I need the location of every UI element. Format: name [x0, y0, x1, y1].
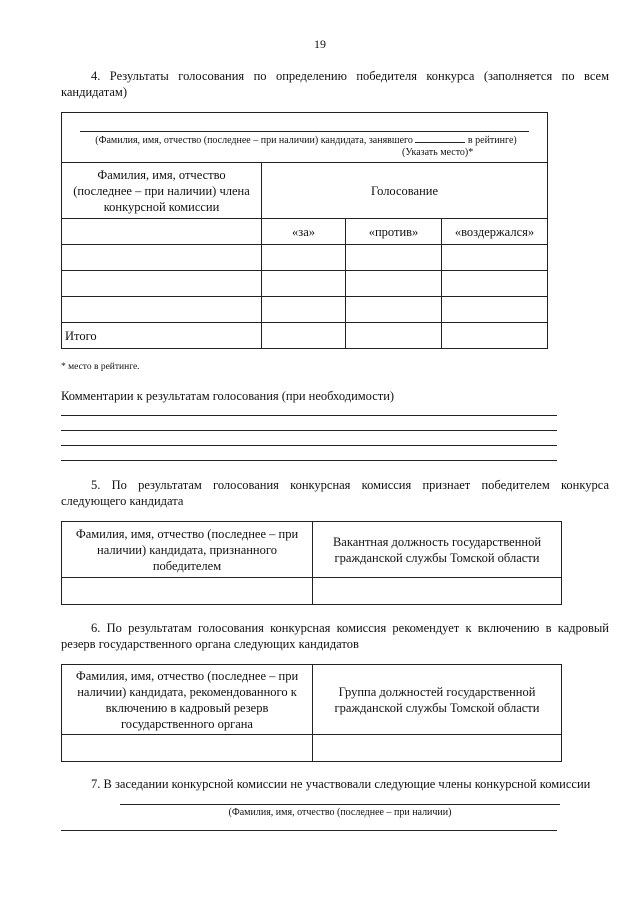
- total-row: [62, 323, 548, 349]
- candidate-caption-text-b: в рейтинге): [467, 135, 517, 146]
- table-cell[interactable]: [442, 245, 548, 271]
- table-cell[interactable]: [62, 578, 313, 605]
- member-column-header: Фамилия, имя, отчество (последнее – при наличии) члена конкурсной комиссии: [62, 163, 262, 219]
- table-row: [62, 297, 548, 323]
- winner-header-row: [62, 522, 562, 578]
- footnote: * место в рейтинге.: [61, 362, 140, 372]
- section-4-text-content: 4. Результаты голосования по определению победителя конкурса (заполняется по всем кандидатам): [61, 69, 609, 99]
- table-cell[interactable]: [313, 735, 562, 762]
- table-cell[interactable]: [442, 323, 548, 349]
- absent-members-line-2[interactable]: [61, 830, 557, 831]
- winner-name-header: Фамилия, имя, отчество (последнее – при наличии) кандидата, признанного победителем: [62, 522, 313, 578]
- table-row: [62, 271, 548, 297]
- winner-table: [61, 521, 562, 605]
- reserve-name-header: Фамилия, имя, отчество (последнее – при наличии) кандидата, рекомендованного к включению в кадровый резерв государственного органа: [62, 665, 313, 735]
- table-cell[interactable]: [62, 735, 313, 762]
- vote-against-header: «против»: [346, 219, 442, 245]
- comment-line[interactable]: [61, 415, 557, 416]
- section-6-text: [61, 620, 609, 652]
- rank-blank[interactable]: [415, 133, 465, 143]
- voting-subheader-row: [62, 219, 548, 245]
- comment-line[interactable]: [61, 445, 557, 446]
- vote-abstain-header: «воздержался»: [442, 219, 548, 245]
- voting-table-header-row: [62, 163, 548, 219]
- table-cell[interactable]: [346, 323, 442, 349]
- table-cell[interactable]: [62, 271, 262, 297]
- section-4-text: [61, 68, 609, 100]
- absent-members-caption: (Фамилия, имя, отчество (последнее – при наличии): [228, 807, 452, 818]
- comment-line[interactable]: [61, 430, 557, 431]
- section-6-text-content: 6. По результатам голосования конкурсная комиссия рекомендует к включению в кадровый резерв государственного органа следующих кандидатов: [61, 621, 609, 651]
- candidate-caption-cell: [62, 113, 548, 163]
- reserve-table: [61, 664, 562, 762]
- vote-for-header: «за»: [262, 219, 346, 245]
- comments-label: Комментарии к результатам голосования (при необходимости): [61, 389, 395, 403]
- comment-line[interactable]: [61, 460, 557, 461]
- candidate-name-line: [80, 131, 529, 132]
- table-cell[interactable]: [262, 245, 346, 271]
- reserve-header-row: [62, 665, 562, 735]
- table-cell[interactable]: [262, 323, 346, 349]
- table-cell[interactable]: [62, 245, 262, 271]
- table-cell[interactable]: [346, 245, 442, 271]
- rank-caption: (Указать место)*: [402, 147, 474, 158]
- total-label: Итого: [62, 323, 262, 349]
- section-7-text-content: 7. В заседании конкурсной комиссии не участвовали следующие члены конкурсной комиссии: [91, 777, 591, 791]
- table-cell[interactable]: [442, 271, 548, 297]
- section-7-text: [61, 776, 609, 792]
- voting-table: [61, 112, 548, 349]
- candidate-caption-text-a: (Фамилия, имя, отчество (последнее – при наличии) кандидата, занявшего: [95, 135, 413, 146]
- table-cell[interactable]: [442, 297, 548, 323]
- table-cell[interactable]: [262, 297, 346, 323]
- table-row: [62, 245, 548, 271]
- page-number: 19: [314, 37, 326, 51]
- table-cell[interactable]: [262, 271, 346, 297]
- absent-members-line[interactable]: [120, 804, 560, 805]
- table-cell[interactable]: [313, 578, 562, 605]
- vacant-position-header: Вакантная должность государственной гражданской службы Томской области: [313, 522, 562, 578]
- table-cell[interactable]: [346, 271, 442, 297]
- voting-column-header: Голосование: [262, 163, 548, 219]
- section-5-text: [61, 477, 609, 509]
- position-group-header: Группа должностей государственной гражданской службы Томской области: [313, 665, 562, 735]
- voting-table-caption-row: [62, 113, 548, 163]
- table-cell[interactable]: [62, 297, 262, 323]
- table-cell[interactable]: [346, 297, 442, 323]
- table-row: [62, 735, 562, 762]
- candidate-caption: [80, 133, 532, 147]
- section-5-text-content: 5. По результатам голосования конкурсная комиссия признает победителем конкурса следующего кандидата: [61, 478, 609, 508]
- empty-cell: [62, 219, 262, 245]
- table-row: [62, 578, 562, 605]
